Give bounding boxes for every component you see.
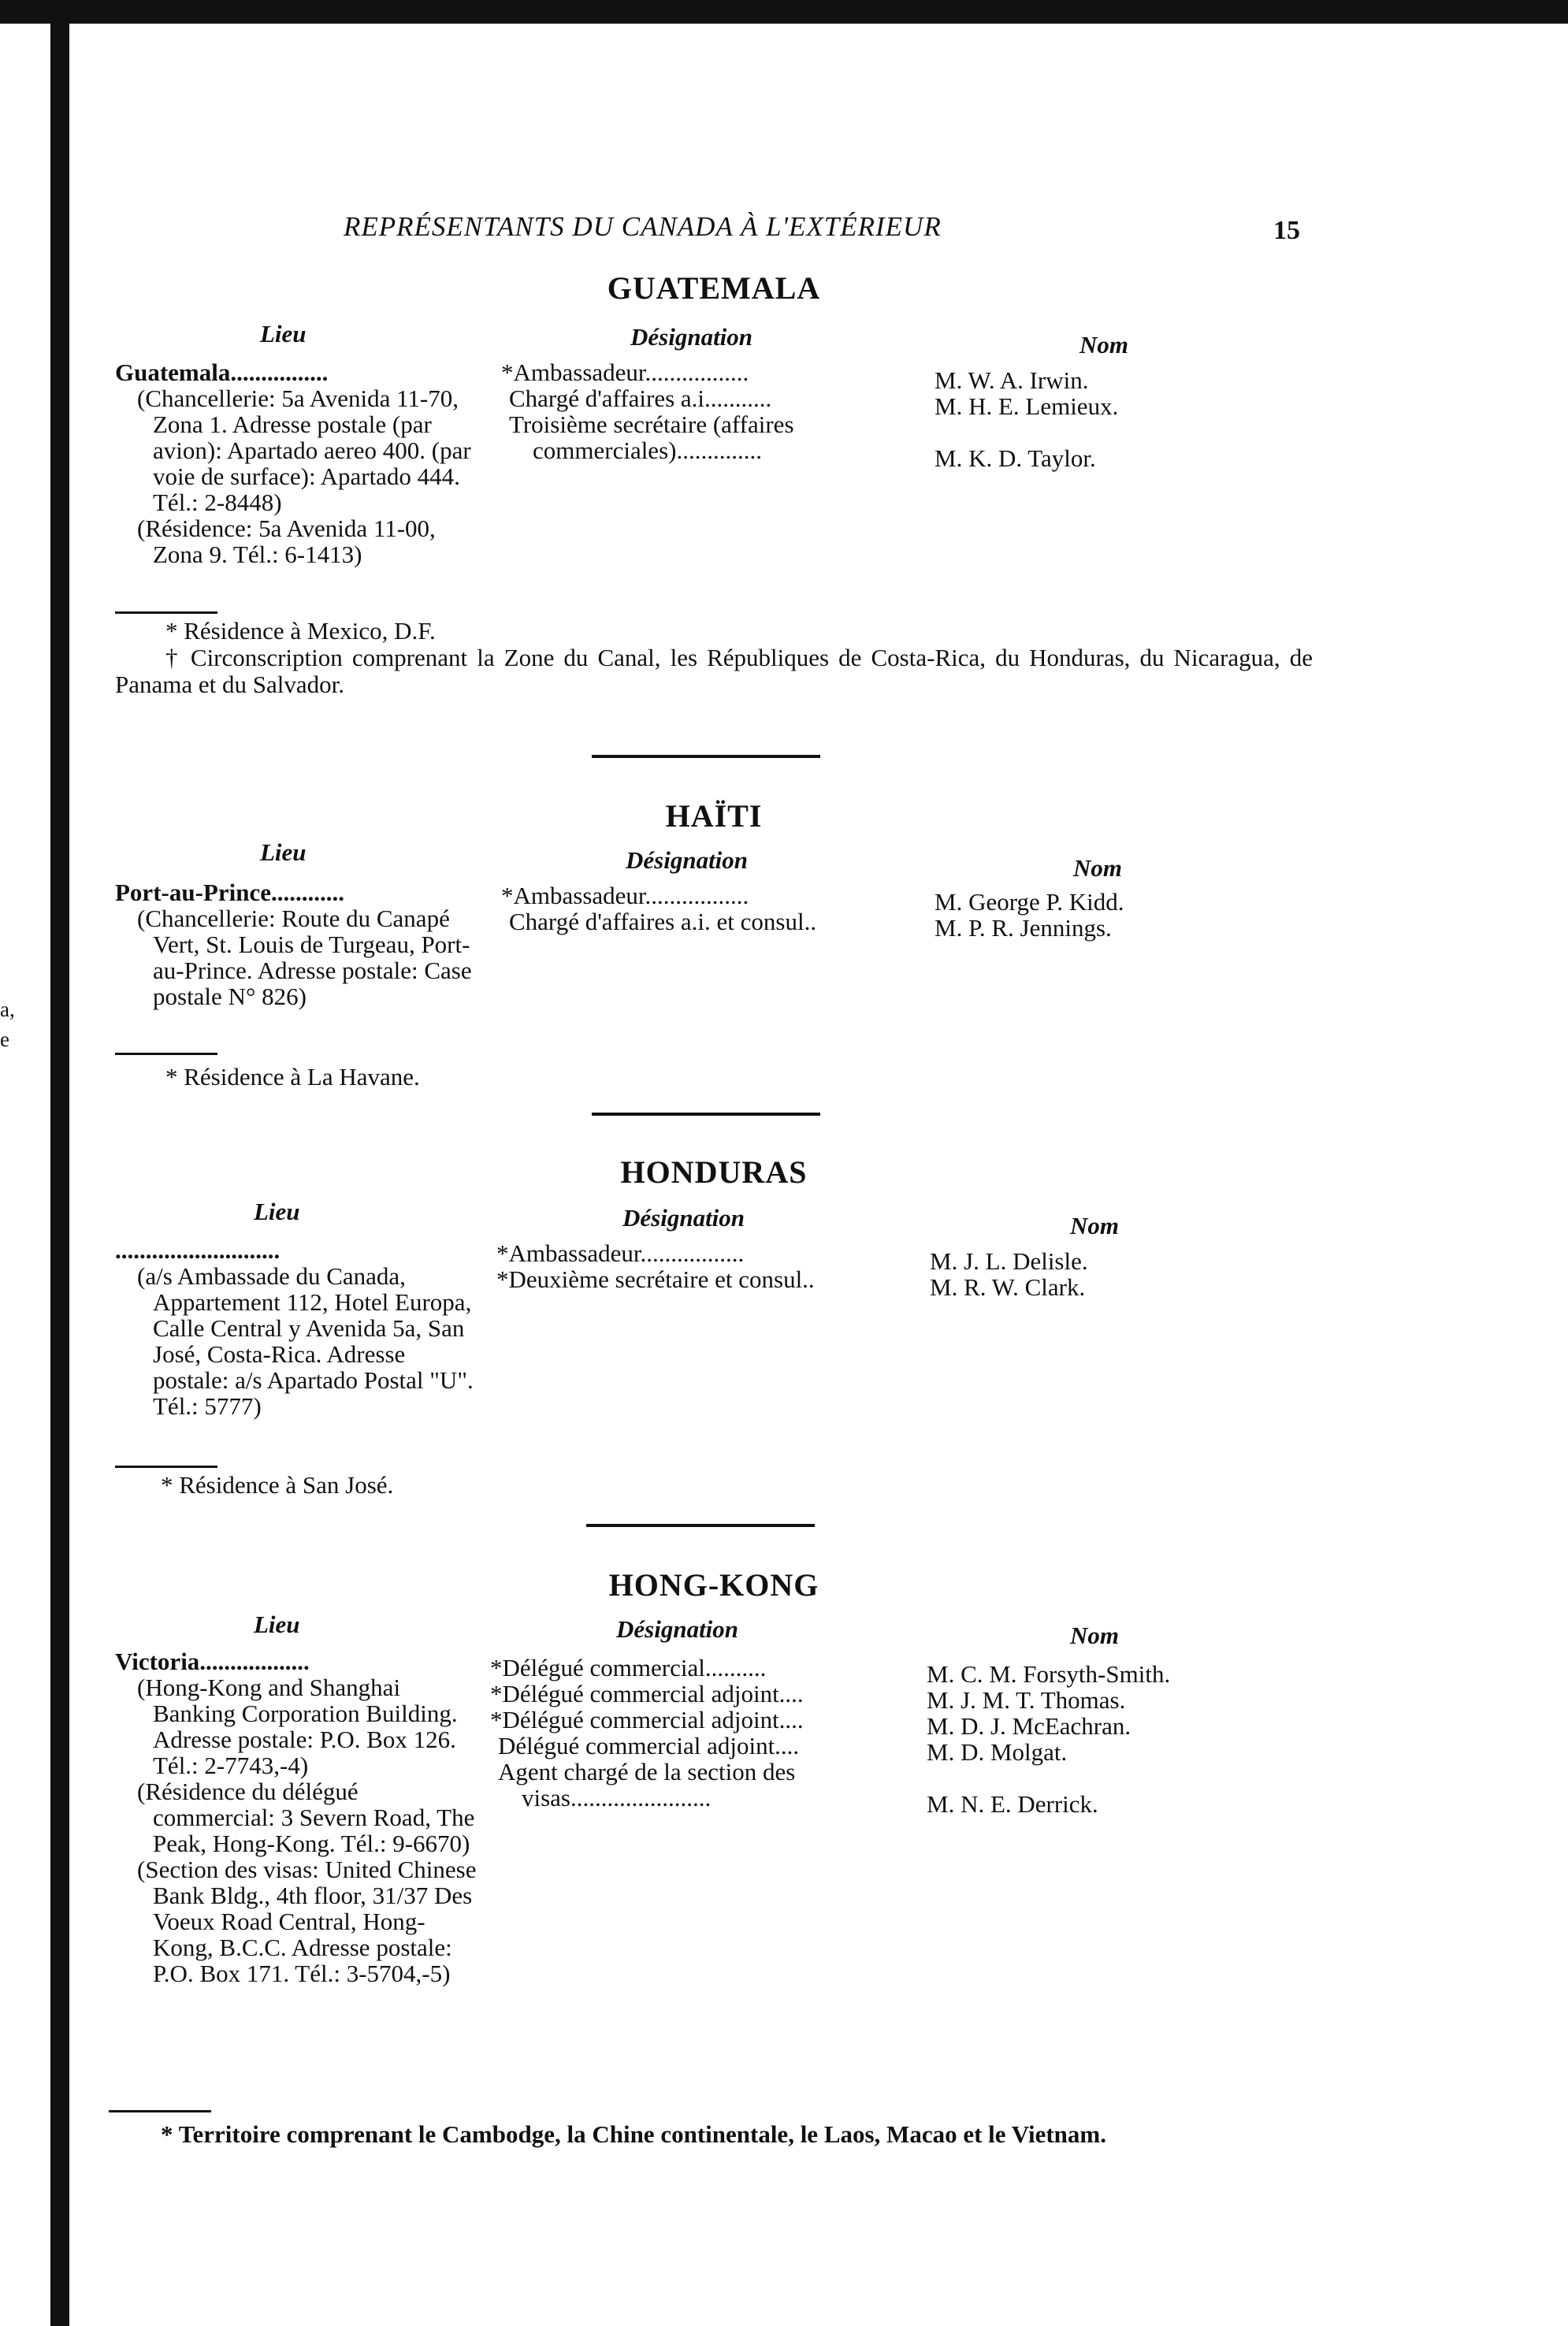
footnote: † Circonscription comprenant la Zone du Canal, les Républiques de Costa-Rica, du Honduras, du Nicaragua, de Panama et du Salvador.	[115, 644, 1313, 698]
lieu-cell	[115, 1648, 485, 1986]
officer-name: M. C. M. Forsyth-Smith.	[927, 1660, 1171, 1688]
name-cell	[930, 1248, 1300, 1300]
designation: Chargé d'affaires a.i...........	[509, 385, 772, 412]
country-heading: GUATEMALA	[607, 270, 821, 306]
footnote-rule	[109, 2110, 211, 2112]
running-head: REPRÉSENTANTS DU CANADA À L'EXTÉRIEUR	[344, 211, 942, 242]
city-name: ...........................	[115, 1236, 281, 1264]
col-head-designation: Désignation	[616, 1615, 739, 1643]
name-cell	[934, 367, 1305, 471]
designation: Délégué commercial adjoint....	[498, 1732, 800, 1759]
city-name: Victoria..................	[115, 1648, 310, 1675]
col-head-designation: Désignation	[630, 323, 753, 351]
address-line: (Chancellerie: 5a Avenida 11-70, Zona 1. Adresse postale (par avion): Apartado aereo 400. (par voie de surface): Apartado 444. Tél.: 2-8448)	[137, 385, 471, 516]
designation: *Ambassadeur.................	[501, 882, 749, 909]
address-block	[115, 905, 485, 1009]
scan-left-edge	[50, 0, 69, 2326]
footnote-rule	[115, 1466, 217, 1468]
lieu-cell	[115, 1237, 485, 1419]
designation-cell	[501, 882, 911, 934]
officer-name: M. N. E. Derrick.	[927, 1790, 1098, 1818]
designation: Chargé d'affaires a.i. et consul..	[509, 908, 817, 935]
officer-name: M. R. W. Clark.	[930, 1273, 1086, 1301]
section-separator	[592, 755, 820, 758]
footnote: * Résidence à San José.	[161, 1471, 394, 1499]
section-separator	[586, 1524, 815, 1527]
officer-name: M. J. L. Delisle.	[930, 1247, 1088, 1275]
country-heading: HAÏTI	[665, 798, 763, 834]
address-line: (Résidence: 5a Avenida 11-00, Zona 9. Tél.: 6-1413)	[137, 515, 436, 568]
officer-name: M. K. D. Taylor.	[934, 444, 1096, 472]
footnote: * Territoire comprenant le Cambodge, la Chine continentale, le Laos, Macao et le Vietnam.	[161, 2120, 1106, 2148]
designation: *Deuxième secrétaire et consul..	[496, 1265, 815, 1293]
page-number: 15	[1273, 216, 1300, 245]
officer-name: M. W. A. Irwin.	[934, 366, 1089, 394]
designation: *Ambassadeur.................	[496, 1239, 745, 1267]
col-head-nom: Nom	[1070, 1212, 1119, 1239]
designation-cell	[496, 1240, 906, 1292]
designation: visas.......................	[522, 1784, 712, 1811]
officer-name: M. H. E. Lemieux.	[934, 392, 1119, 420]
officer-name: M. P. R. Jennings.	[934, 914, 1112, 942]
designation: *Délégué commercial..........	[490, 1654, 767, 1681]
col-head-designation: Désignation	[622, 1204, 745, 1232]
country-heading: HONG-KONG	[608, 1567, 819, 1603]
officer-name	[934, 419, 1305, 445]
col-head-lieu: Lieu	[260, 320, 307, 347]
officer-name: M. D. J. McEachran.	[927, 1712, 1131, 1740]
officer-name	[927, 1765, 1297, 1791]
country-heading: HONDURAS	[620, 1154, 808, 1190]
address-block	[115, 1263, 485, 1419]
footnote: * Résidence à Mexico, D.F.	[165, 617, 436, 645]
address-line: (Hong-Kong and Shanghai Banking Corporation Building. Adresse postale: P.O. Box 126. Tél.: 2-7743,-4)	[137, 1674, 458, 1779]
col-head-nom: Nom	[1073, 854, 1122, 882]
designation: Agent chargé de la section des	[498, 1758, 796, 1785]
name-cell	[934, 889, 1305, 941]
address-block	[115, 1674, 485, 1986]
section-separator	[592, 1113, 820, 1116]
designation: *Ambassadeur.................	[501, 359, 749, 386]
col-head-lieu: Lieu	[254, 1611, 300, 1638]
footnote-rule	[115, 1053, 217, 1055]
officer-name: M. D. Molgat.	[927, 1738, 1068, 1766]
col-head-nom: Nom	[1079, 331, 1128, 359]
designation: Troisième secrétaire (affaires	[509, 411, 794, 438]
col-head-lieu: Lieu	[260, 838, 307, 866]
name-cell	[927, 1661, 1297, 1817]
footnote-rule	[115, 611, 217, 614]
page	[115, 0, 1313, 2326]
designation-cell	[501, 359, 911, 463]
address-line: (Section des visas: United Chinese Bank Bldg., 4th floor, 31/37 Des Voeux Road Central, Hong-Kong, B.C.C. Adresse postale: P.O. Box 171. Tél.: 3-5704,-5)	[137, 1856, 477, 1987]
designation: *Délégué commercial adjoint....	[490, 1706, 804, 1733]
col-head-lieu: Lieu	[254, 1198, 300, 1225]
designation-cell	[490, 1655, 900, 1811]
col-head-designation: Désignation	[626, 846, 749, 874]
city-name: Port-au-Prince............	[115, 879, 344, 906]
officer-name: M. George P. Kidd.	[934, 888, 1124, 916]
adjacent-page-fragment: a, e	[0, 998, 15, 1051]
lieu-cell	[115, 879, 485, 1009]
address-line: (a/s Ambassade du Canada, Appartement 112, Hotel Europa, Calle Central y Avenida 5a, San José, Costa-Rica. Adresse postale: a/s Apartado Postal "U". Tél.: 5777)	[137, 1262, 474, 1420]
officer-name: M. J. M. T. Thomas.	[927, 1686, 1126, 1714]
address-line: (Résidence du délégué commercial: 3 Severn Road, The Peak, Hong-Kong. Tél.: 9-6670)	[137, 1778, 475, 1857]
col-head-nom: Nom	[1070, 1622, 1119, 1649]
designation: commerciales)..............	[533, 437, 762, 464]
designation: *Délégué commercial adjoint....	[490, 1680, 804, 1707]
footnote: * Résidence à La Havane.	[165, 1063, 420, 1091]
city-name: Guatemala................	[115, 359, 329, 386]
lieu-cell	[115, 359, 485, 567]
address-line: (Chancellerie: Route du Canapé Vert, St. Louis de Turgeau, Port-au-Prince. Adresse postale: Case postale N° 826)	[137, 905, 472, 1010]
address-block	[115, 385, 485, 567]
